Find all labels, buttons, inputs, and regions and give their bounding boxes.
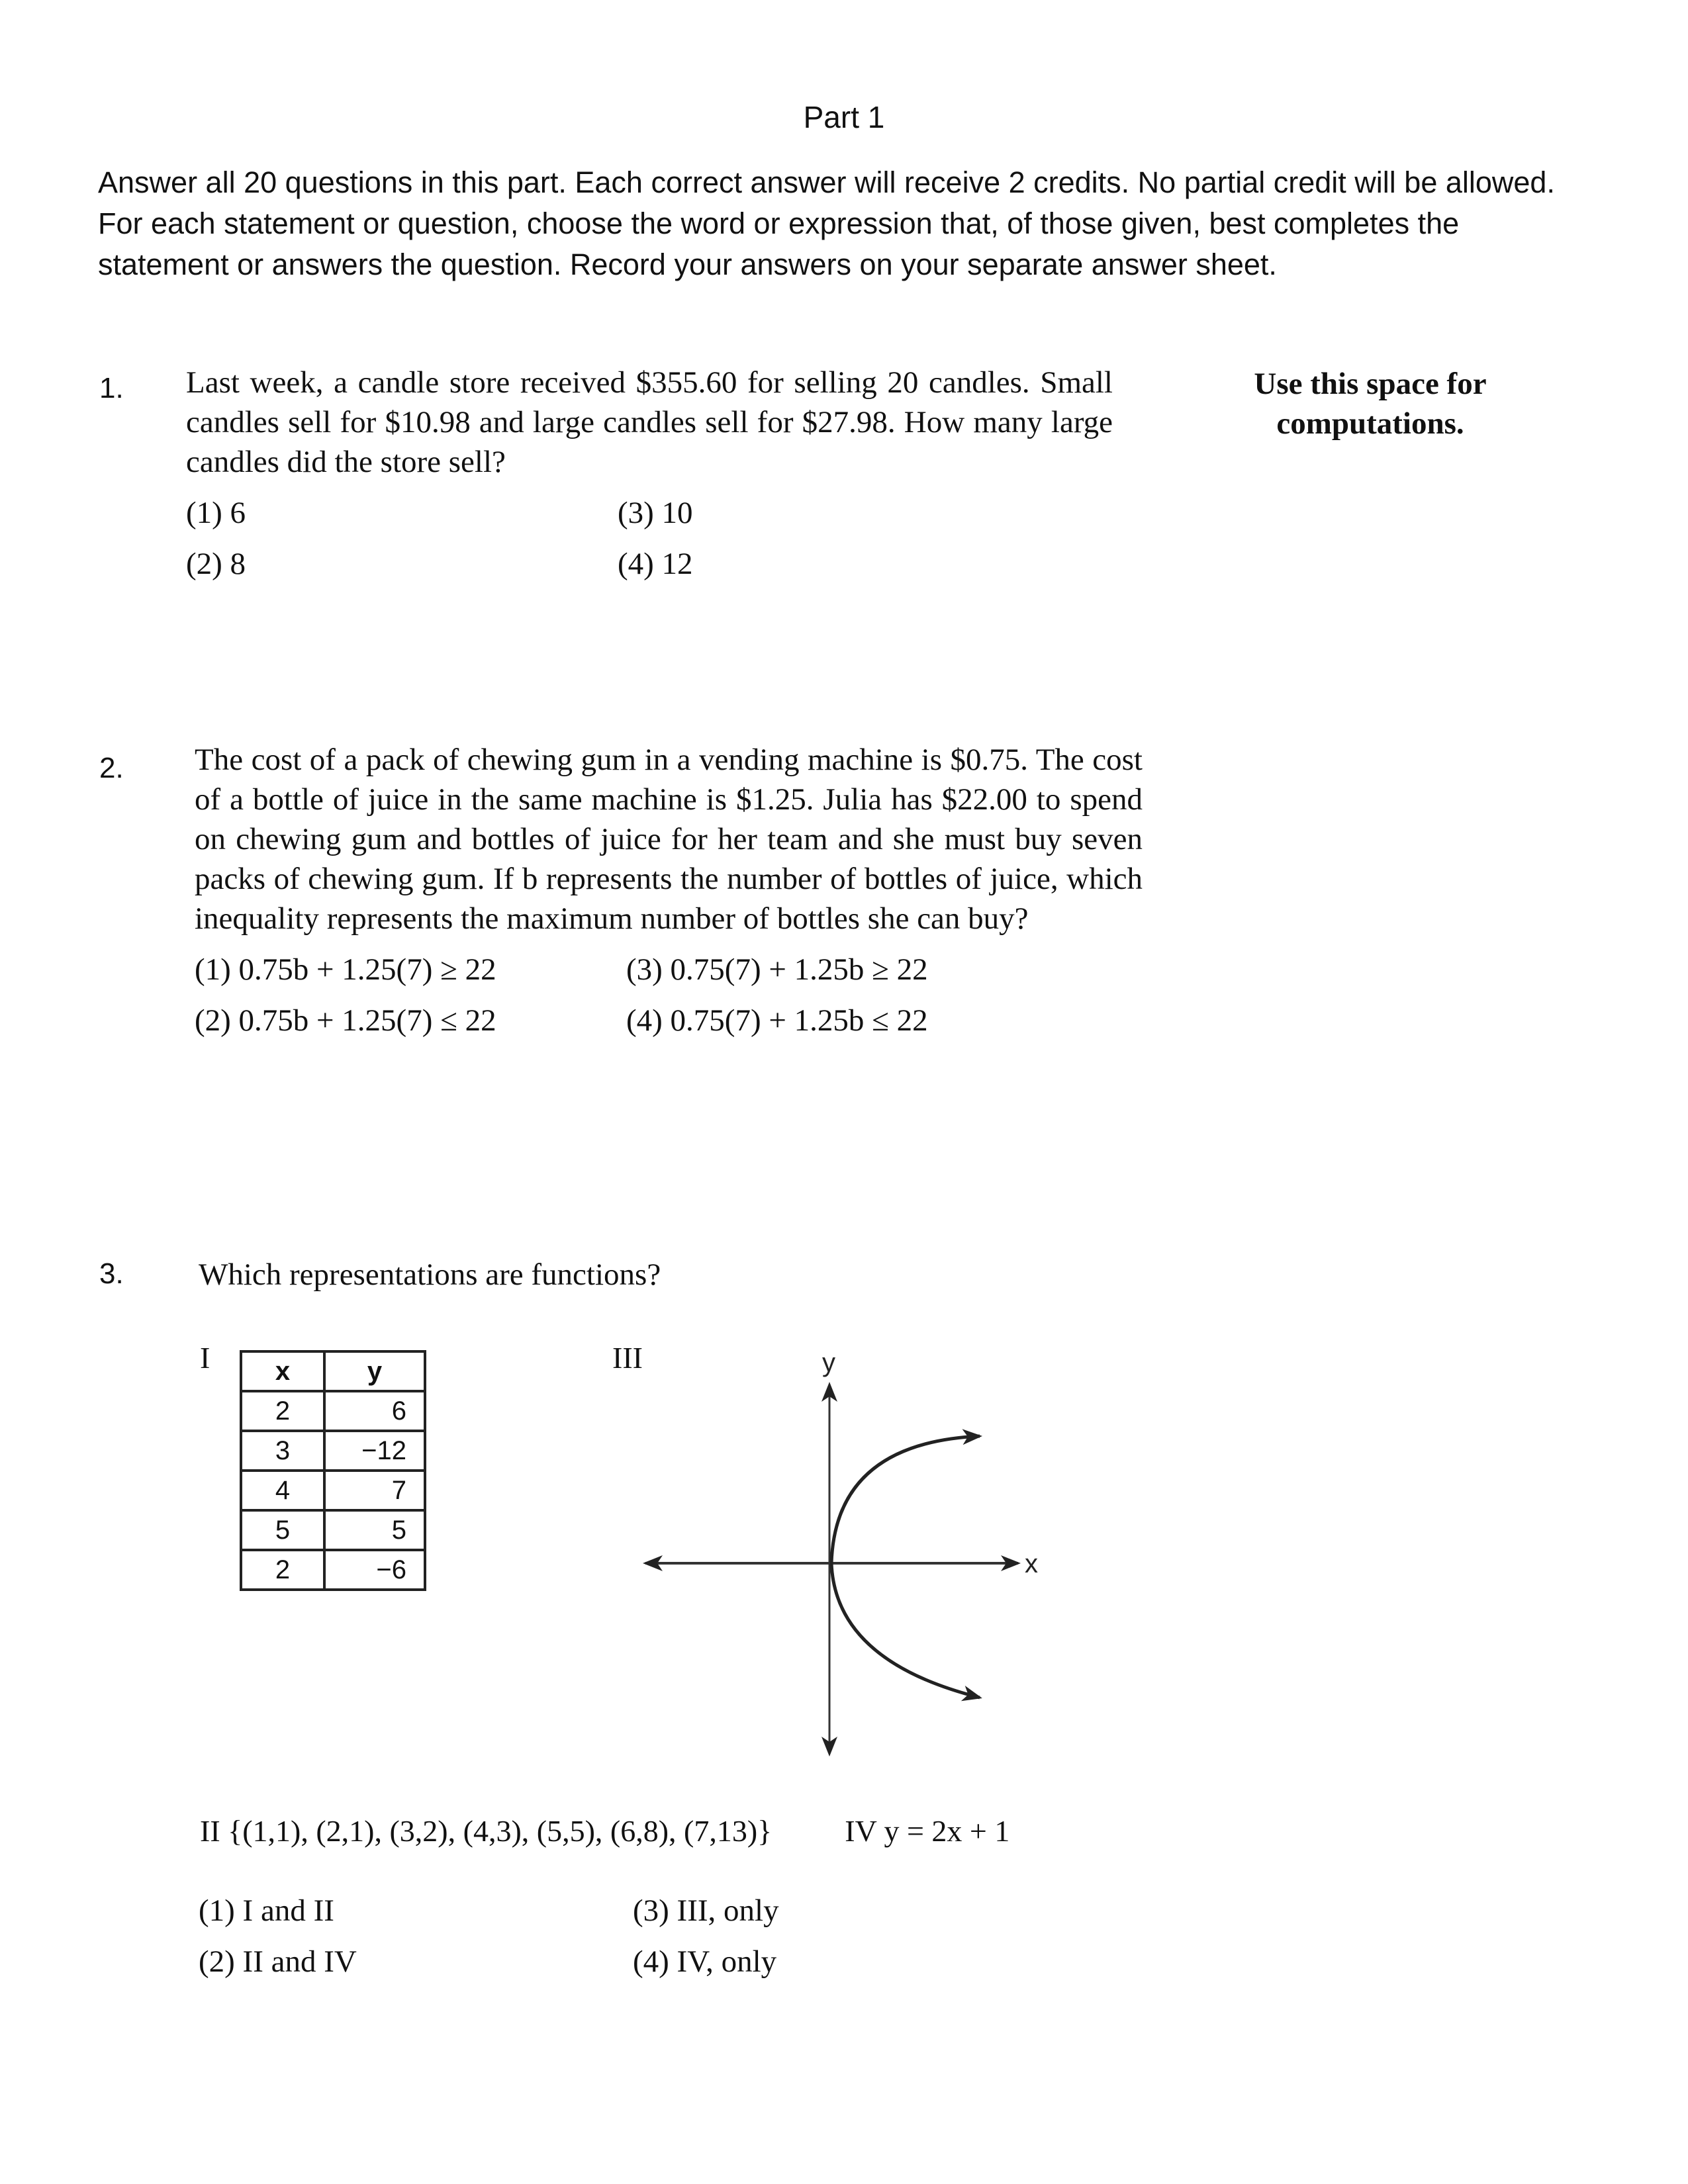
question-3-option-3[interactable]: (3) III, only [633,1893,779,1928]
question-2-number: 2. [99,752,124,784]
table-row [241,1391,425,1431]
representations-ii-iv [200,1813,1009,1848]
parabola-curve [831,1436,980,1563]
question-2-option-3[interactable]: (3) 0.75(7) + 1.25b ≥ 22 [626,952,928,987]
cell-y: 5 [324,1510,425,1550]
table-row [241,1471,425,1510]
question-2-option-4[interactable]: (4) 0.75(7) + 1.25b ≤ 22 [626,1003,928,1038]
question-1 [186,363,1113,582]
table-row [241,1510,425,1550]
cell-x: 2 [241,1550,324,1590]
rep-iii-label: III [612,1341,643,1375]
x-axis-label: x [1025,1549,1038,1578]
cell-y: −12 [324,1431,425,1471]
question-1-option-3[interactable]: (3) 10 [618,496,693,530]
y-axis-label: y [822,1350,835,1377]
question-3-text: Which representations are functions? [199,1257,661,1292]
question-3-option-4[interactable]: (4) IV, only [633,1944,777,1979]
rep-ii-set: II {(1,1), (2,1), (3,2), (4,3), (5,5), (6,8), (7,13)} [200,1814,773,1848]
cell-x: 2 [241,1391,324,1431]
table-row [241,1550,425,1590]
cell-y: −6 [324,1550,425,1590]
question-3 [199,1893,1059,1980]
instructions: Answer all 20 questions in this part. Each correct answer will receive 2 credits. No partial credit will be allowed. For each statement or question, choose the word or expression that, of those given, best completes the statement or answers the question. Record your answers on your separate answer sheet. [98,165,1555,281]
question-3-option-2[interactable]: (2) II and IV [199,1944,357,1979]
question-1-options [186,495,1113,582]
question-1-number: 1. [99,372,124,404]
rep-iv-equation: IV y = 2x + 1 [845,1814,1010,1848]
question-2-option-1[interactable]: (1) 0.75b + 1.25(7) ≥ 22 [195,952,496,987]
question-2-text: The cost of a pack of chewing gum in a vending machine is $0.75. The cost of a bottle of juice in the same machine is $1.25. Julia has $22.00 to spend on chewing gum and bottles of juice for her team and she must buy seven packs of chewing gum. If b represents the number of bottles of juice, which inequality represents the maximum number of bottles she can buy? [195,743,1143,936]
cell-y: 7 [324,1471,425,1510]
parabola-curve [831,1563,980,1698]
cell-x: 4 [241,1471,324,1510]
question-1-option-1[interactable]: (1) 6 [186,496,246,530]
question-3-option-1[interactable]: (1) I and II [199,1893,334,1928]
table-row [241,1431,425,1471]
table-header-x: x [241,1351,324,1391]
table-header-y: y [324,1351,425,1391]
sideways-parabola-graph [596,1350,1072,1774]
cell-y: 6 [324,1391,425,1431]
question-3-number: 3. [99,1257,124,1290]
question-2-option-2[interactable]: (2) 0.75b + 1.25(7) ≤ 22 [195,1003,496,1038]
function-table [240,1350,426,1591]
computation-note: Use this space for computations. [1254,367,1487,441]
question-1-option-4[interactable]: (4) 12 [618,547,693,581]
question-1-text: Last week, a candle store received $355.60 for selling 20 candles. Small candles sell for $10.98 and large candles sell for $27.98. How many large candles did the store sell? [186,365,1113,479]
question-1-option-2[interactable]: (2) 8 [186,547,246,581]
rep-i-label: I [200,1341,211,1375]
question-2 [195,740,1143,1039]
cell-x: 5 [241,1510,324,1550]
page-title: Part 1 [803,100,885,134]
question-2-options [195,952,1143,1039]
question-3-options [199,1893,1059,1980]
cell-x: 3 [241,1431,324,1471]
